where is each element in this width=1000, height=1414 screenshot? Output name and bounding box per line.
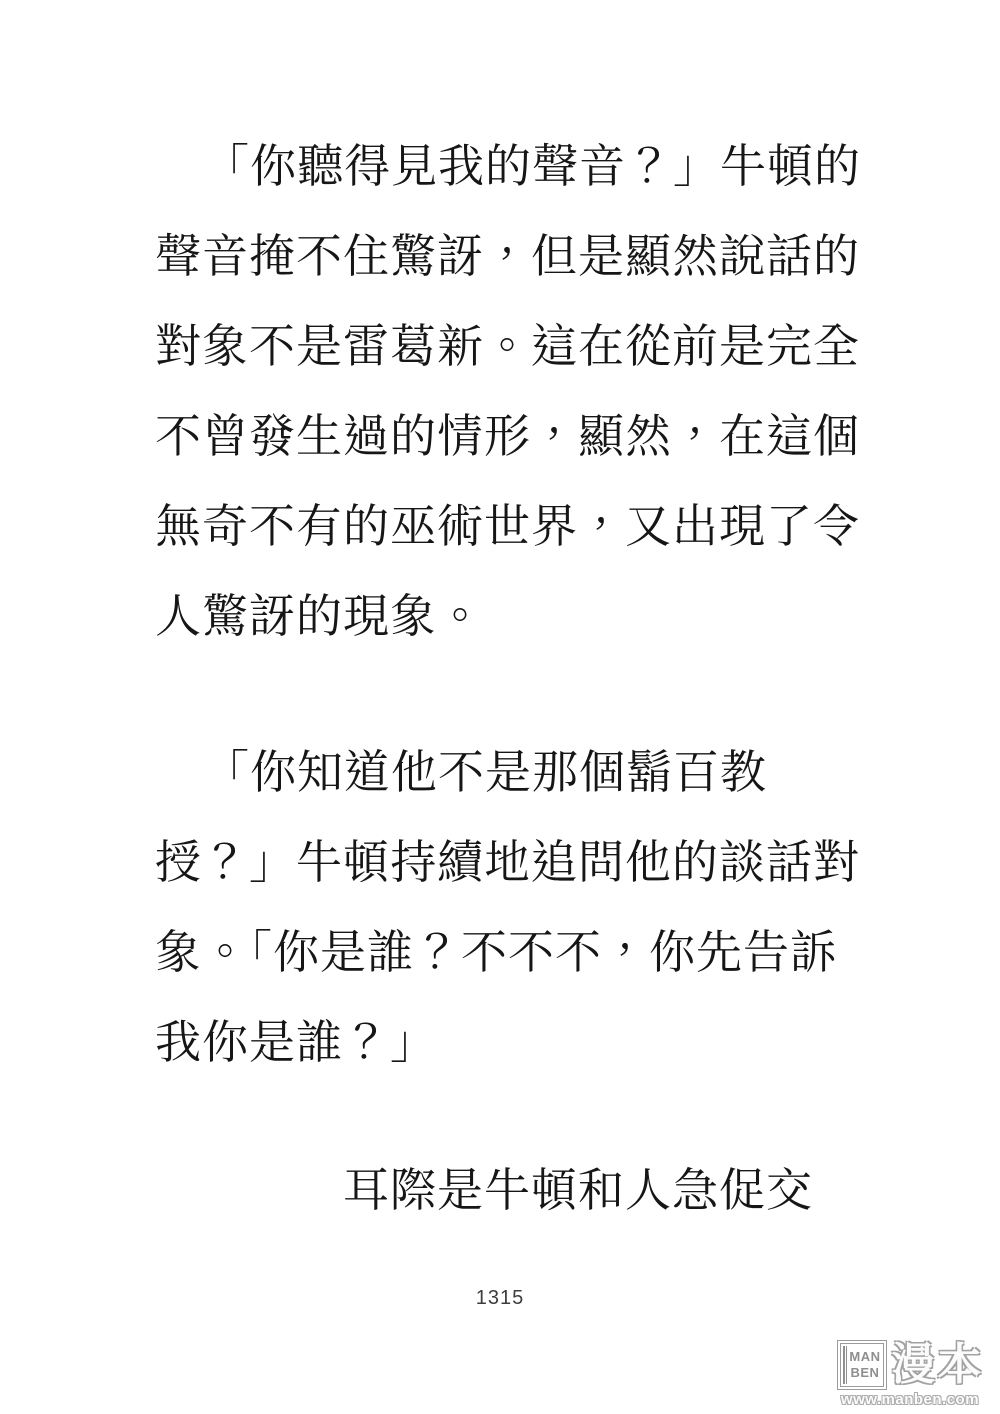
watermark-brand-text: 漫本 — [891, 1340, 984, 1389]
manben-watermark — [830, 1340, 990, 1408]
text-line: 「你知道他不是那個鬍百教 — [203, 746, 767, 798]
text-line: 無奇不有的巫術世界，又出現了令 — [155, 500, 860, 552]
text-line: 授？」牛頓持續地追問他的談話對 — [155, 836, 860, 888]
text-line: 耳際是牛頓和人急促交 — [343, 1164, 813, 1216]
text-line: 「你聽得見我的聲音？」牛頓的 — [203, 140, 861, 192]
paragraph-1 — [155, 121, 867, 661]
logo-letters-top: MAN — [849, 1349, 881, 1364]
text-line: 對象不是雷葛新。這在從前是完全 — [155, 320, 860, 372]
text-line: 人驚訝的現象。 — [155, 590, 484, 642]
manben-logo-icon — [837, 1340, 887, 1390]
page-number: 1315 — [475, 1287, 525, 1309]
paragraph-2 — [155, 727, 867, 1087]
text-line: 不曾發生過的情形，顯然，在這個 — [155, 410, 860, 462]
paragraph-3 — [155, 1145, 867, 1235]
text-line: 聲音掩不住驚訝，但是顯然說話的 — [155, 230, 860, 282]
logo-bar-decoration — [843, 1346, 848, 1384]
text-line: 我你是誰？」 — [155, 1016, 437, 1068]
text-line: 象。「你是誰？不不不，你先告訴 — [155, 926, 837, 978]
logo-letters-bottom: BEN — [850, 1365, 880, 1380]
logo-letters — [849, 1346, 880, 1384]
watermark-url: www.manben.com — [840, 1391, 980, 1408]
watermark-logo-row — [830, 1340, 990, 1390]
page-text — [155, 121, 867, 1235]
